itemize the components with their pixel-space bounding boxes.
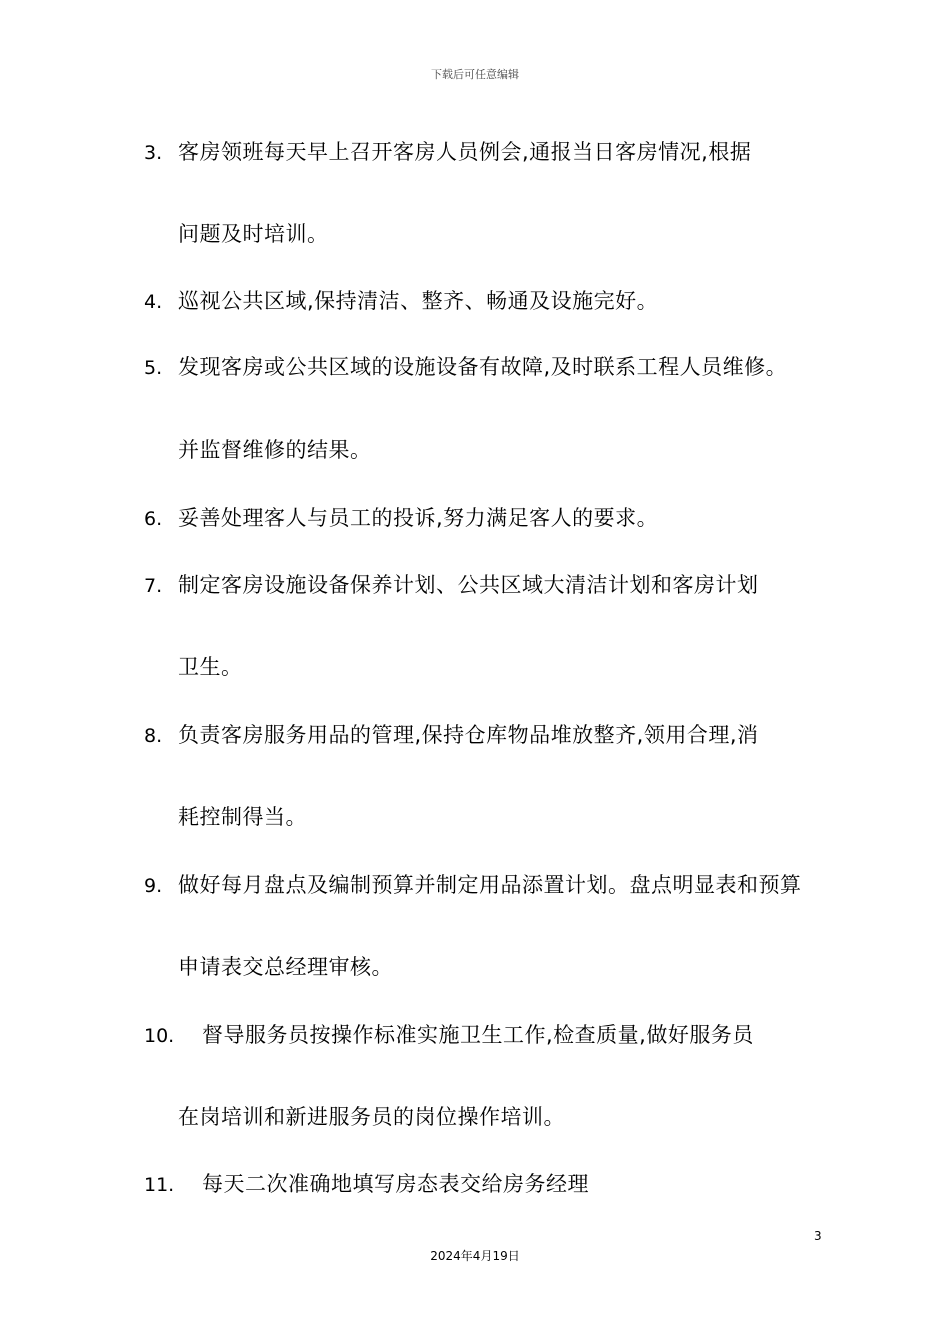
- item-text-continued: 耗控制得当。: [178, 805, 307, 829]
- item-text-continued: 并监督维修的结果。: [178, 438, 372, 462]
- item-text-continued: 问题及时培训。: [178, 222, 329, 246]
- item-text: 做好每月盘点及编制预算并制定用品添置计划。盘点明显表和预算: [178, 873, 802, 897]
- item-text-continued: 在岗培训和新进服务员的岗位操作培训。: [178, 1105, 565, 1129]
- item-number: 3.: [144, 142, 163, 164]
- footer-date: 2024年4月19日: [430, 1249, 520, 1263]
- item-text: 每天二次准确地填写房态表交给房务经理: [202, 1172, 589, 1196]
- page-header: 下载后可任意编辑: [431, 68, 519, 81]
- item-text-continued: 申请表交总经理审核。: [178, 955, 393, 979]
- item-number: 10.: [144, 1025, 175, 1047]
- item-text: 督导服务员按操作标准实施卫生工作,检查质量,做好服务员: [202, 1023, 754, 1047]
- page-number: 3: [814, 1229, 822, 1243]
- item-number: 4.: [144, 291, 163, 313]
- item-number: 9.: [144, 875, 163, 897]
- item-number: 5.: [144, 357, 163, 379]
- item-number: 8.: [144, 725, 163, 747]
- item-text: 巡视公共区域,保持清洁、整齐、畅通及设施完好。: [178, 289, 659, 313]
- item-text: 客房领班每天早上召开客房人员例会,通报当日客房情况,根据: [178, 140, 752, 164]
- item-text: 负责客房服务用品的管理,保持仓库物品堆放整齐,领用合理,消: [178, 723, 759, 747]
- item-text: 发现客房或公共区域的设施设备有故障,及时联系工程人员维修。: [178, 355, 788, 379]
- item-text: 妥善处理客人与员工的投诉,努力满足客人的要求。: [178, 506, 659, 530]
- item-number: 7.: [144, 575, 163, 597]
- item-text: 制定客房设施设备保养计划、公共区域大清洁计划和客房计划: [178, 573, 759, 597]
- item-text-continued: 卫生。: [178, 655, 243, 679]
- item-number: 11.: [144, 1174, 175, 1196]
- item-number: 6.: [144, 508, 163, 530]
